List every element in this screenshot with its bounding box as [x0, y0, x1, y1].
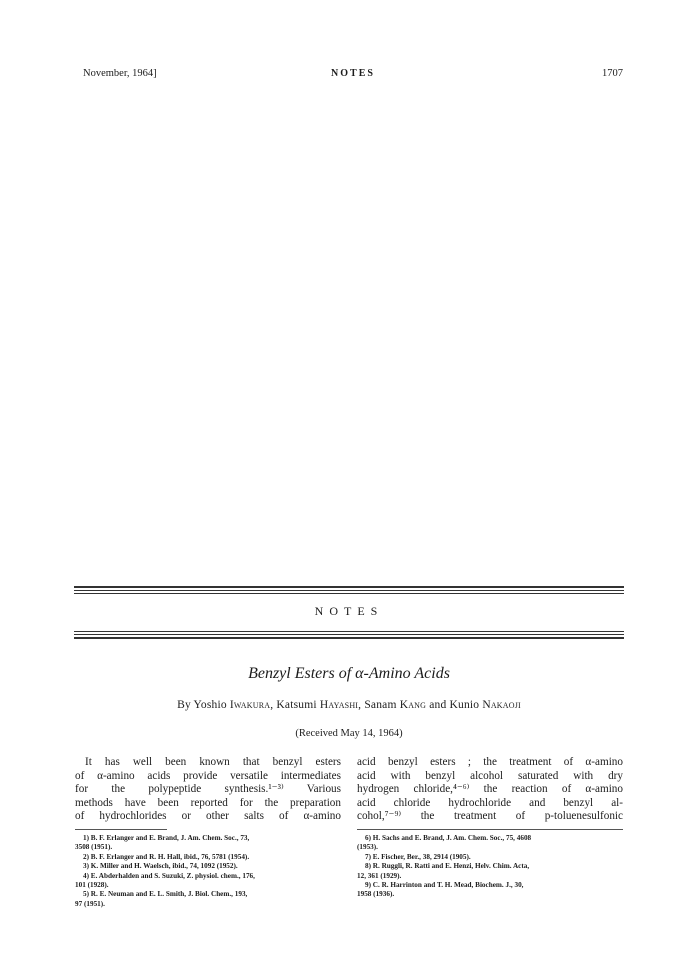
footnote: 4) E. Abderhalden and S. Suzuki, Z. physiol. chem., 176, — [83, 871, 255, 880]
footnote-continuation: 3508 (1951). — [75, 843, 113, 852]
author-1-surname: Iwakura — [229, 699, 271, 711]
body-column-right — [357, 756, 623, 824]
body-line: hydrogen chloride,⁴⁻⁶⁾ the reaction of α-amino — [357, 783, 623, 796]
footnotes-right — [357, 834, 623, 900]
byline-sep-1: , Katsumi — [270, 699, 317, 711]
footnotes-left — [75, 834, 341, 909]
body-line: for the polypeptide synthesis.¹⁻³⁾ Various — [75, 783, 341, 796]
footnote: 1) B. F. Erlanger and E. Brand, J. Am. Chem. Soc., 73, — [83, 834, 250, 842]
byline — [74, 699, 624, 711]
section-heading: NOTES — [314, 604, 384, 618]
top-rule-thick — [74, 586, 624, 588]
footnote: 2) B. F. Erlanger and R. H. Hall, ibid., 76, 5781 (1954). — [83, 852, 250, 861]
running-head-date: November, 1964] — [83, 68, 157, 79]
author-3-surname: Kang — [399, 699, 427, 711]
running-head-section: NOTES — [331, 68, 375, 79]
footnote: 8) R. Ruggli, R. Ratti and E. Henzi, Helv. Chim. Acta, — [365, 862, 530, 871]
body-line: of α-amino acids provide versatile intermediates — [75, 769, 341, 782]
top-rule-thin — [74, 590, 624, 591]
footnote-separator-left — [75, 829, 167, 830]
body-column-left — [75, 756, 341, 824]
footnote-continuation: 1958 (1936). — [357, 890, 395, 899]
footnote-continuation: 97 (1951). — [75, 899, 105, 908]
running-head — [83, 68, 623, 82]
article-title: Benzyl Esters of α-Amino Acids — [248, 665, 450, 682]
footnote: 5) R. E. Neuman and E. L. Smith, J. Biol. Chem., 193, — [83, 890, 248, 899]
footnote-separator-right — [357, 829, 623, 830]
bottom-rule-thin-2 — [74, 634, 624, 635]
body-line: methods have been reported for the preparation — [75, 796, 341, 809]
author-4-surname: Nakaoji — [482, 699, 521, 711]
footnote-continuation: 12, 361 (1929). — [357, 871, 402, 880]
body-line: acid with benzyl alcohol saturated with dry — [357, 769, 623, 782]
footnote-continuation: 101 (1928). — [75, 881, 109, 890]
footnote-continuation: (1953). — [357, 843, 378, 852]
byline-sep-2: , Sanam — [358, 699, 397, 711]
body-line: acid chloride hydrochloride and benzyl al- — [357, 796, 623, 809]
body-line: cohol,⁷⁻⁹⁾ the treatment of p-toluenesulfonic — [357, 810, 623, 823]
body-line: It has well been known that benzyl esters — [85, 756, 341, 768]
footnote: 7) E. Fischer, Ber., 38, 2914 (1905). — [365, 852, 471, 861]
body-line: acid benzyl esters ; the treatment of α-amino — [357, 756, 623, 768]
footnote: 3) K. Miller and H. Waelsch, ibid., 74, 1092 (1952). — [83, 862, 238, 871]
byline-prefix: By Yoshio — [177, 699, 227, 711]
received-date: (Received May 14, 1964) — [295, 728, 403, 739]
author-2-surname: Hayashi — [319, 699, 359, 711]
page-number: 1707 — [602, 68, 623, 79]
footnote: 6) H. Sachs and E. Brand, J. Am. Chem. Soc., 75, 4608 — [365, 834, 532, 842]
bottom-rule-thin — [74, 631, 624, 632]
byline-sep-3: and Kunio — [429, 699, 480, 711]
bottom-rule-thick — [74, 637, 624, 639]
footnote: 9) C. R. Harrinton and T. H. Mead, Biochem. J., 30, — [365, 881, 524, 890]
body-line: of hydrochlorides or other salts of α-amino — [75, 810, 341, 823]
top-rule-thin-2 — [74, 593, 624, 594]
